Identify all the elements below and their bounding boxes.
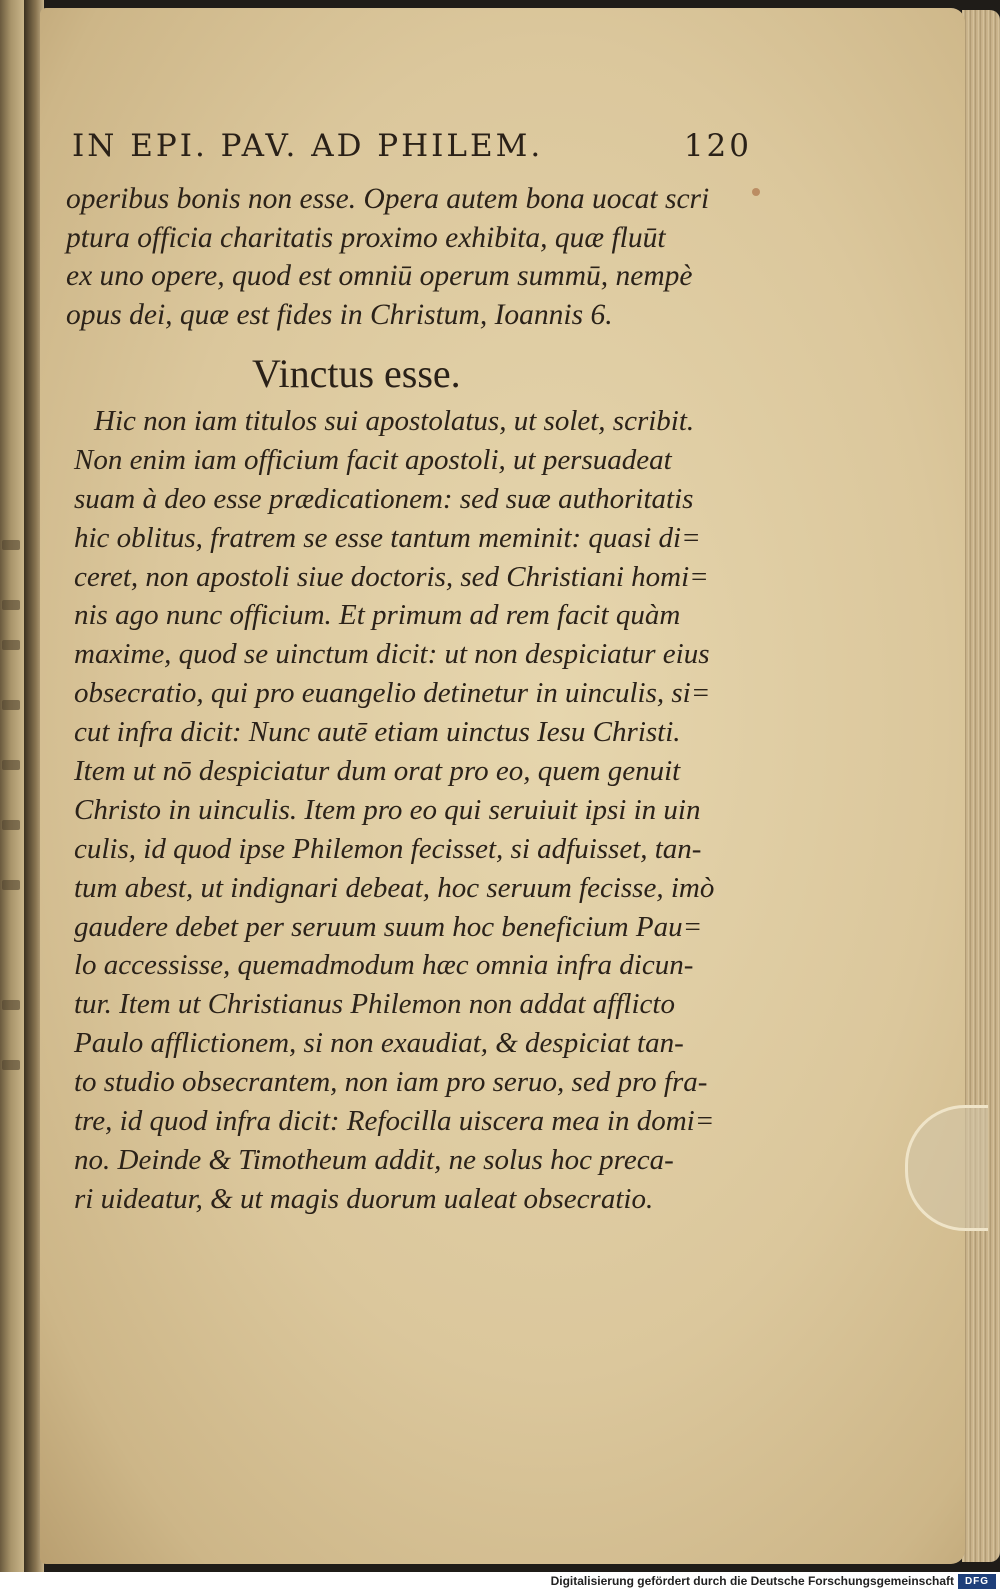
text-line: no. Deinde & Timotheum addit, ne solus hoc preca- — [74, 1143, 674, 1176]
text-line: ri uideatur, & ut magis duorum ualeat obsecratio. — [74, 1182, 654, 1215]
text-line: cut infra dicit: Nunc autē etiam uinctus Iesu Christi. — [74, 716, 681, 749]
funding-credit: Digitalisierung gefördert durch die Deutsche Forschungsgemeinschaft — [550, 1574, 954, 1588]
text-line: hic oblitus, fratrem se esse tantum meminit: quasi di= — [74, 521, 701, 554]
text-line: culis, id quod ipse Philemon fecisset, si adfuisset, tan- — [74, 832, 702, 865]
dfg-logo: DFG — [958, 1574, 996, 1589]
facing-page-edge — [0, 0, 24, 1572]
text-line: gaudere debet per seruum suum hoc beneficium Pau= — [74, 910, 703, 943]
paragraph-2 — [74, 402, 794, 1219]
text-line: suam à deo esse prædicationem: sed suæ authoritatis — [74, 482, 694, 515]
text-line: tur. Item ut Christianus Philemon non addat afflicto — [74, 988, 675, 1021]
text-line: tre, id quod infra dicit: Refocilla uiscera mea in domi= — [74, 1105, 715, 1138]
paragraph-1 — [66, 180, 766, 334]
text-line: ceret, non apostoli siue doctoris, sed Christiani homi= — [74, 560, 709, 593]
text-line: maxime, quod se uinctum dicit: ut non despiciatur eius — [74, 638, 710, 671]
running-head — [72, 128, 752, 164]
text-line: nis ago nunc officium. Et primum ad rem facit quàm — [74, 599, 681, 632]
text-line: to studio obsecrantem, non iam pro seruo, sed pro fra- — [74, 1066, 708, 1099]
running-head-title: IN EPI. PAV. AD PHILEM. — [72, 128, 544, 164]
text-line: Hic non iam titulos sui apostolatus, ut solet, scribit. — [94, 405, 695, 437]
text-line: operibus bonis non esse. Opera autem bona uocat scri — [66, 183, 710, 215]
text-line: Item ut nō despiciatur dum orat pro eo, quem genuit — [74, 755, 681, 788]
folio-number: 120 — [683, 128, 752, 164]
page-edges — [962, 10, 1000, 1562]
text-line: Paulo afflictionem, si non exaudiat, & despiciat tan- — [74, 1027, 684, 1060]
text-line: tum abest, ut indignari debeat, hoc seruum fecisse, imò — [74, 871, 715, 904]
text-line: ptura officia charitatis proximo exhibita, quæ fluūt — [66, 221, 666, 254]
text-line: Non enim iam officium facit apostoli, ut persuadeat — [74, 443, 672, 476]
text-line: opus dei, quæ est fides in Christum, Ioannis 6. — [66, 298, 613, 331]
text-line: Christo in uinculis. Item pro eo qui seruiuit ipsi in uin — [74, 793, 701, 826]
text-line: ex uno opere, quod est omniū operum summū, nempè — [66, 260, 693, 293]
section-heading: Vinctus esse. — [252, 351, 461, 396]
text-line: obsecratio, qui pro euangelio detinetur in uinculis, si= — [74, 677, 711, 710]
text-line: lo accessisse, quemadmodum hæc omnia infra dicun- — [74, 949, 694, 982]
